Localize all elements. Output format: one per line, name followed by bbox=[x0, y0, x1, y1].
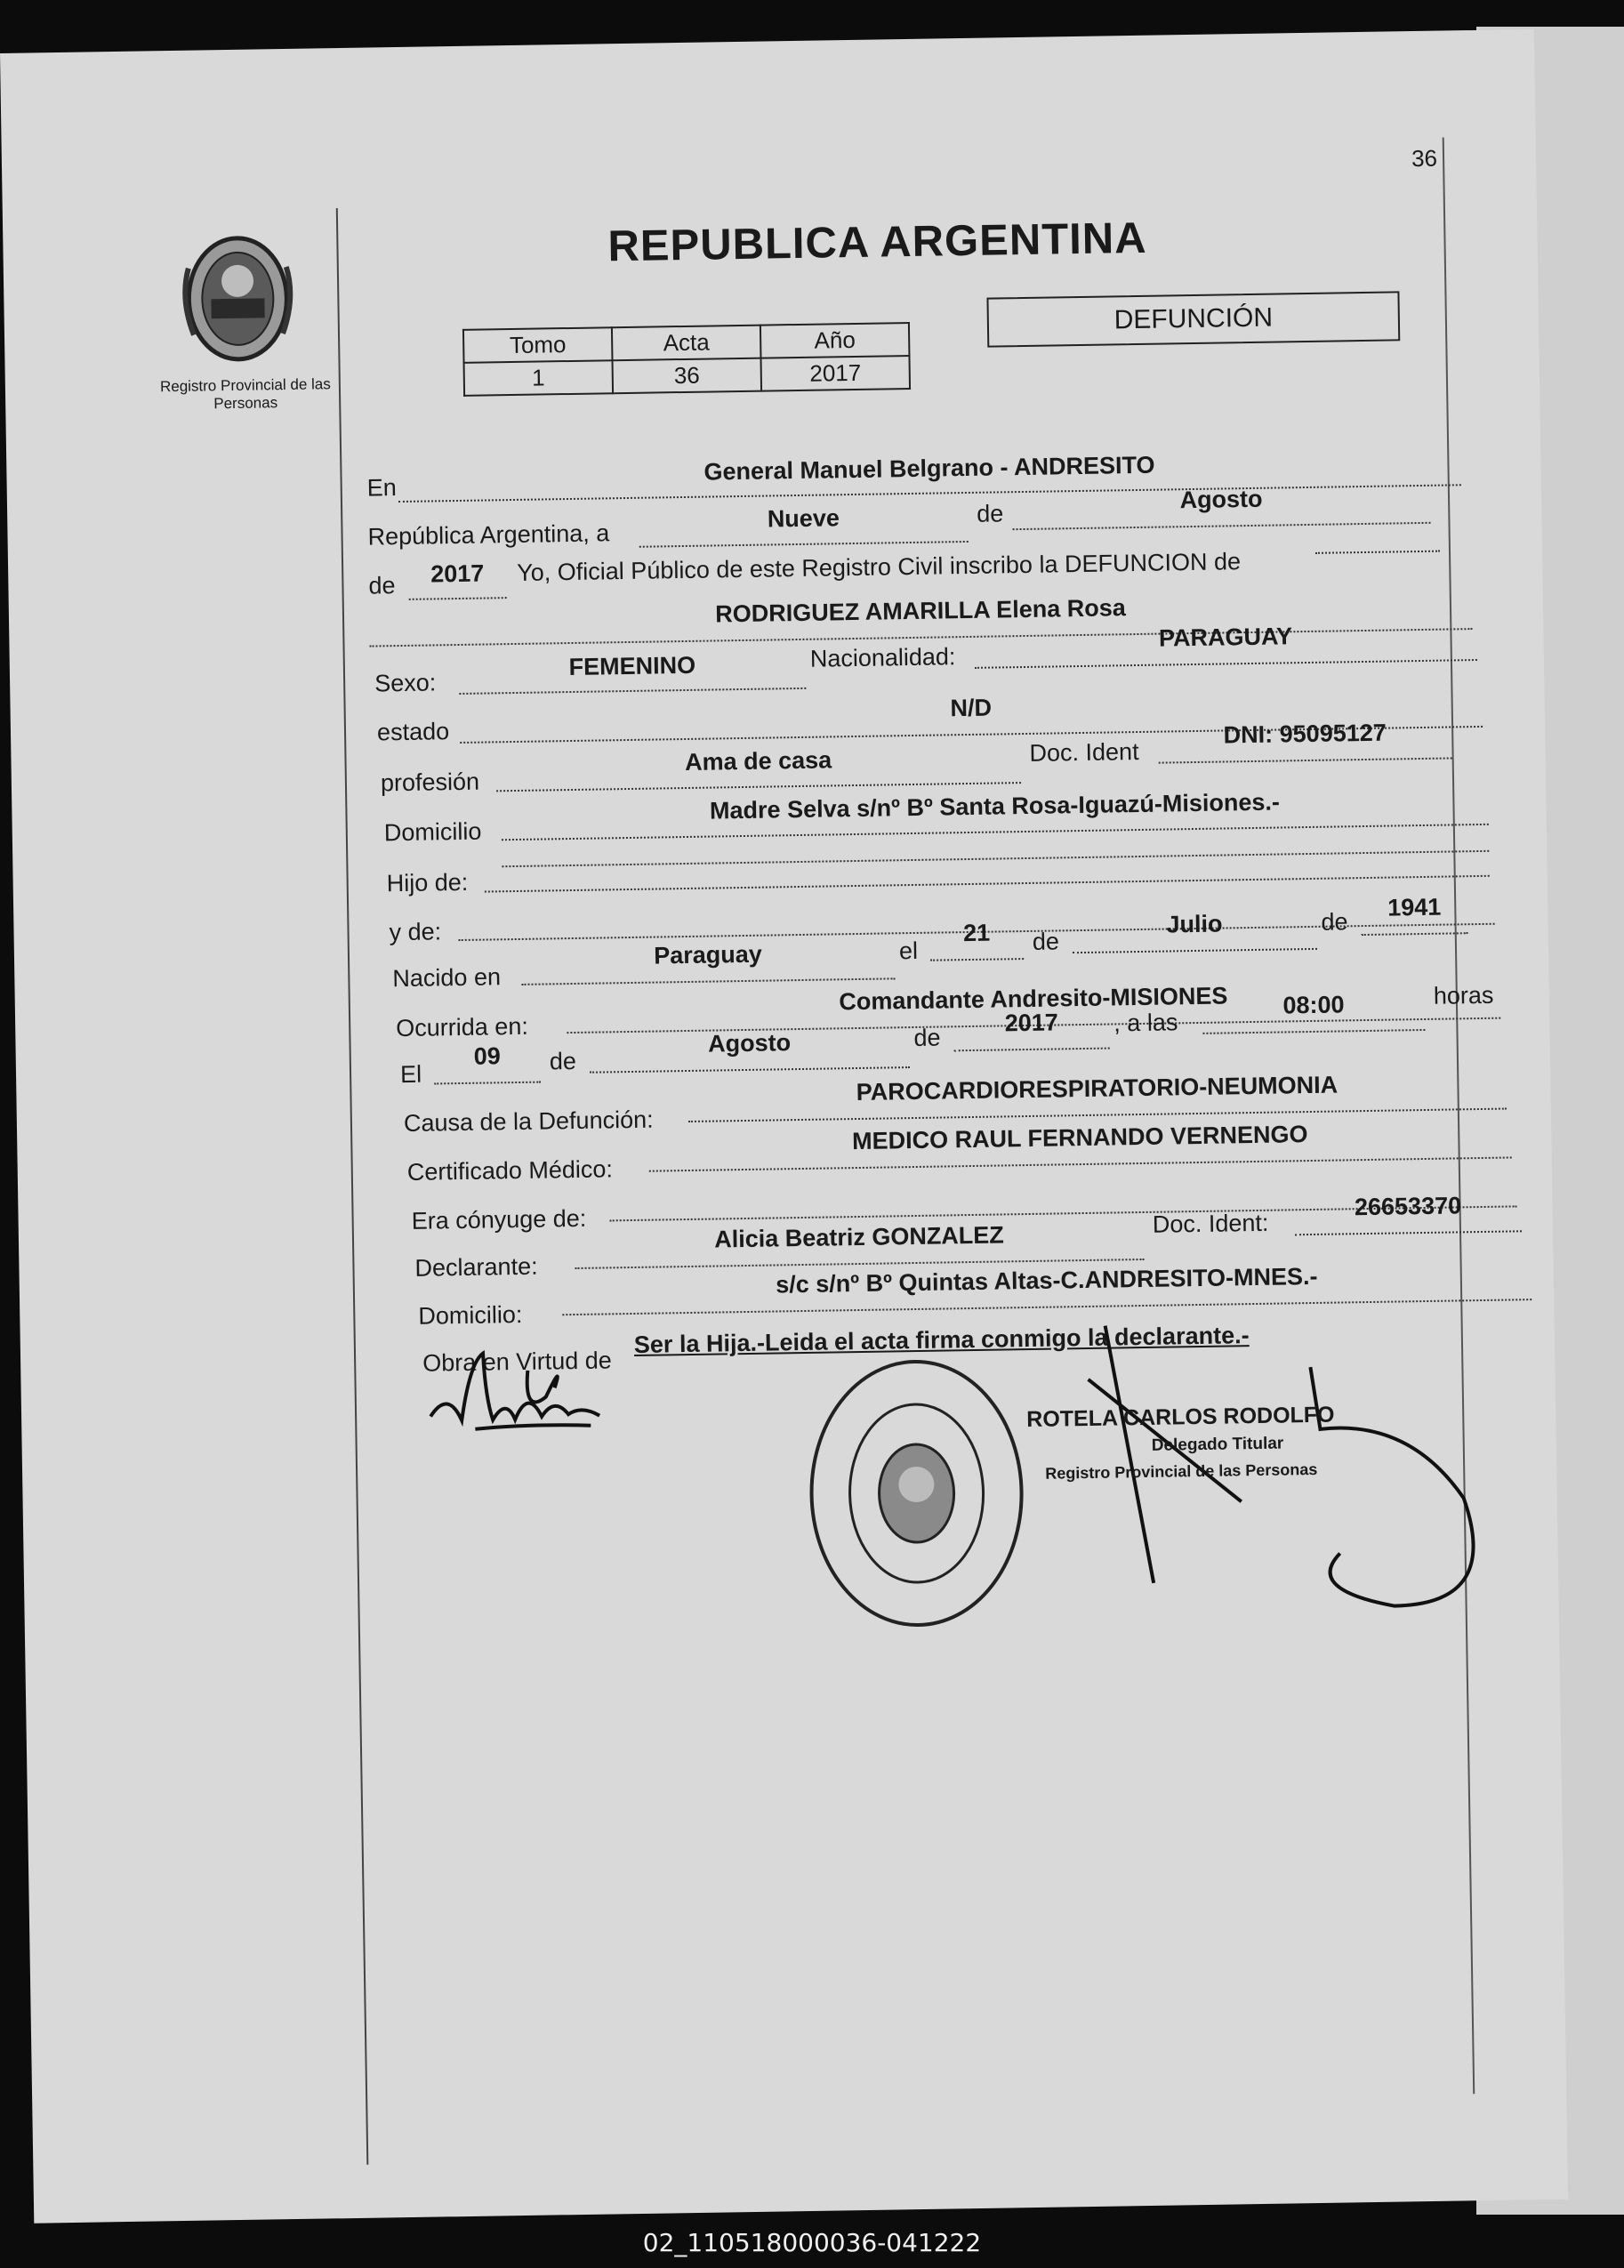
hijo-label: Hijo de: bbox=[386, 868, 469, 897]
yo-text: Yo, Oficial Público de este Registro Civil inscribo la DEFUNCION de bbox=[517, 548, 1242, 586]
left-margin-rule bbox=[336, 208, 369, 2165]
day-written-value: Nueve bbox=[767, 504, 840, 533]
estado-value: N/D bbox=[950, 694, 993, 722]
causa-value: PAROCARDIORESPIRATORIO-NEUMONIA bbox=[856, 1071, 1339, 1106]
nacionalidad-label: Nacionalidad: bbox=[809, 643, 956, 672]
de-label-3: de bbox=[1032, 928, 1060, 955]
death-time-value: 08:00 bbox=[1282, 991, 1345, 1019]
conyuge-label: Era cónyuge de: bbox=[411, 1204, 587, 1235]
declarante-label: Declarante: bbox=[414, 1252, 538, 1282]
provincial-crest-logo bbox=[170, 231, 305, 366]
decl-doc-label: Doc. Ident: bbox=[1152, 1209, 1269, 1238]
certificado-value: MEDICO RAUL FERNANDO VERNENGO bbox=[851, 1121, 1308, 1155]
official-seal bbox=[803, 1354, 1030, 1633]
republica-label: República Argentina, a bbox=[367, 519, 610, 551]
death-year-value: 2017 bbox=[1004, 1009, 1059, 1037]
page-title: REPUBLICA ARGENTINA bbox=[607, 213, 1147, 271]
value-tomo: 1 bbox=[464, 360, 614, 396]
signer-name: ROTELA CARLOS RODOLFO bbox=[1026, 1402, 1335, 1433]
deceased-name-value: RODRIGUEZ AMARILLA Elena Rosa bbox=[715, 594, 1126, 628]
ocurrida-label: Ocurrida en: bbox=[396, 1012, 529, 1042]
signer-office: Registro Provincial de las Personas bbox=[1045, 1460, 1318, 1483]
causa-label: Causa de la Defunción: bbox=[403, 1106, 654, 1138]
declarant-signature bbox=[421, 1333, 618, 1443]
nacido-label: Nacido en bbox=[392, 963, 502, 993]
sexo-value: FEMENINO bbox=[568, 651, 696, 681]
footer-code: 02_110518000036-041222 bbox=[642, 2228, 982, 2257]
record-table bbox=[462, 322, 911, 397]
document-type-box: DEFUNCIÓN bbox=[986, 291, 1400, 347]
year-value: 2017 bbox=[430, 559, 485, 588]
right-margin-rule bbox=[1443, 138, 1475, 2095]
month-value: Agosto bbox=[1179, 485, 1263, 514]
nacido-value: Paraguay bbox=[653, 940, 763, 969]
doc-ident-label: Doc. Ident bbox=[1029, 737, 1139, 767]
profesion-value: Ama de casa bbox=[684, 746, 832, 776]
obra-value: Ser la Hija.-Leida el acta firma conmigo la declarante.- bbox=[633, 1322, 1250, 1358]
doc-ident-value: DNI: 95095127 bbox=[1223, 719, 1387, 749]
nacionalidad-value: PARAGUAY bbox=[1158, 623, 1293, 652]
birth-month-value: Julio bbox=[1166, 910, 1223, 938]
obra-label: Obra en Virtud de bbox=[422, 1347, 613, 1377]
header-tomo: Tomo bbox=[463, 327, 613, 363]
declarante-value: Alicia Beatriz GONZALEZ bbox=[714, 1221, 1005, 1253]
alas-label: , a las bbox=[1113, 1009, 1178, 1037]
el-label: el bbox=[898, 937, 919, 965]
decl-doc-value: 26653370 bbox=[1354, 1192, 1462, 1221]
death-month-value: Agosto bbox=[707, 1029, 792, 1058]
yde-label: y de: bbox=[389, 918, 442, 946]
header-ano: Año bbox=[760, 323, 910, 358]
en-label: En bbox=[366, 474, 397, 502]
horas-label: horas bbox=[1433, 981, 1494, 1009]
birth-day-value: 21 bbox=[962, 919, 991, 947]
death-day-value: 09 bbox=[473, 1042, 502, 1070]
birth-year-value: 1941 bbox=[1387, 893, 1442, 921]
sexo-label: Sexo: bbox=[374, 669, 437, 697]
header-acta: Acta bbox=[612, 326, 761, 361]
profesion-label: profesión bbox=[380, 768, 480, 797]
ocurrida-value: Comandante Andresito-MISIONES bbox=[839, 982, 1228, 1016]
de-label-2: de bbox=[368, 572, 396, 599]
domicilio2-value: s/c s/nº Bº Quintas Altas-C.ANDRESITO-MNES.- bbox=[775, 1262, 1318, 1299]
estado-label: estado bbox=[376, 718, 450, 746]
domicilio-value: Madre Selva s/nº Bº Santa Rosa-Iguazú-Misiones.- bbox=[709, 788, 1281, 824]
domicilio-label: Domicilio bbox=[383, 817, 482, 847]
de-label-1: de bbox=[977, 500, 1004, 527]
de-label-4: de bbox=[1321, 908, 1348, 936]
de-label-6: de bbox=[913, 1024, 941, 1051]
signer-role: Delegado Titular bbox=[1151, 1434, 1284, 1455]
registry-label: Registro Provincial de las Personas bbox=[159, 375, 331, 413]
value-acta: 36 bbox=[613, 358, 762, 394]
certificado-label: Certificado Médico: bbox=[406, 1155, 614, 1186]
value-ano: 2017 bbox=[760, 356, 910, 391]
page-number: 36 bbox=[1411, 144, 1438, 173]
en-value: General Manuel Belgrano - ANDRESITO bbox=[703, 451, 1155, 486]
record-table-value-row bbox=[464, 356, 911, 396]
yo-trailing-line bbox=[1314, 522, 1440, 554]
domicilio2-label: Domicilio: bbox=[418, 1300, 523, 1330]
certificate-page bbox=[0, 29, 1568, 2224]
de-label-5: de bbox=[549, 1047, 577, 1075]
el-cap-label: El bbox=[399, 1060, 422, 1089]
